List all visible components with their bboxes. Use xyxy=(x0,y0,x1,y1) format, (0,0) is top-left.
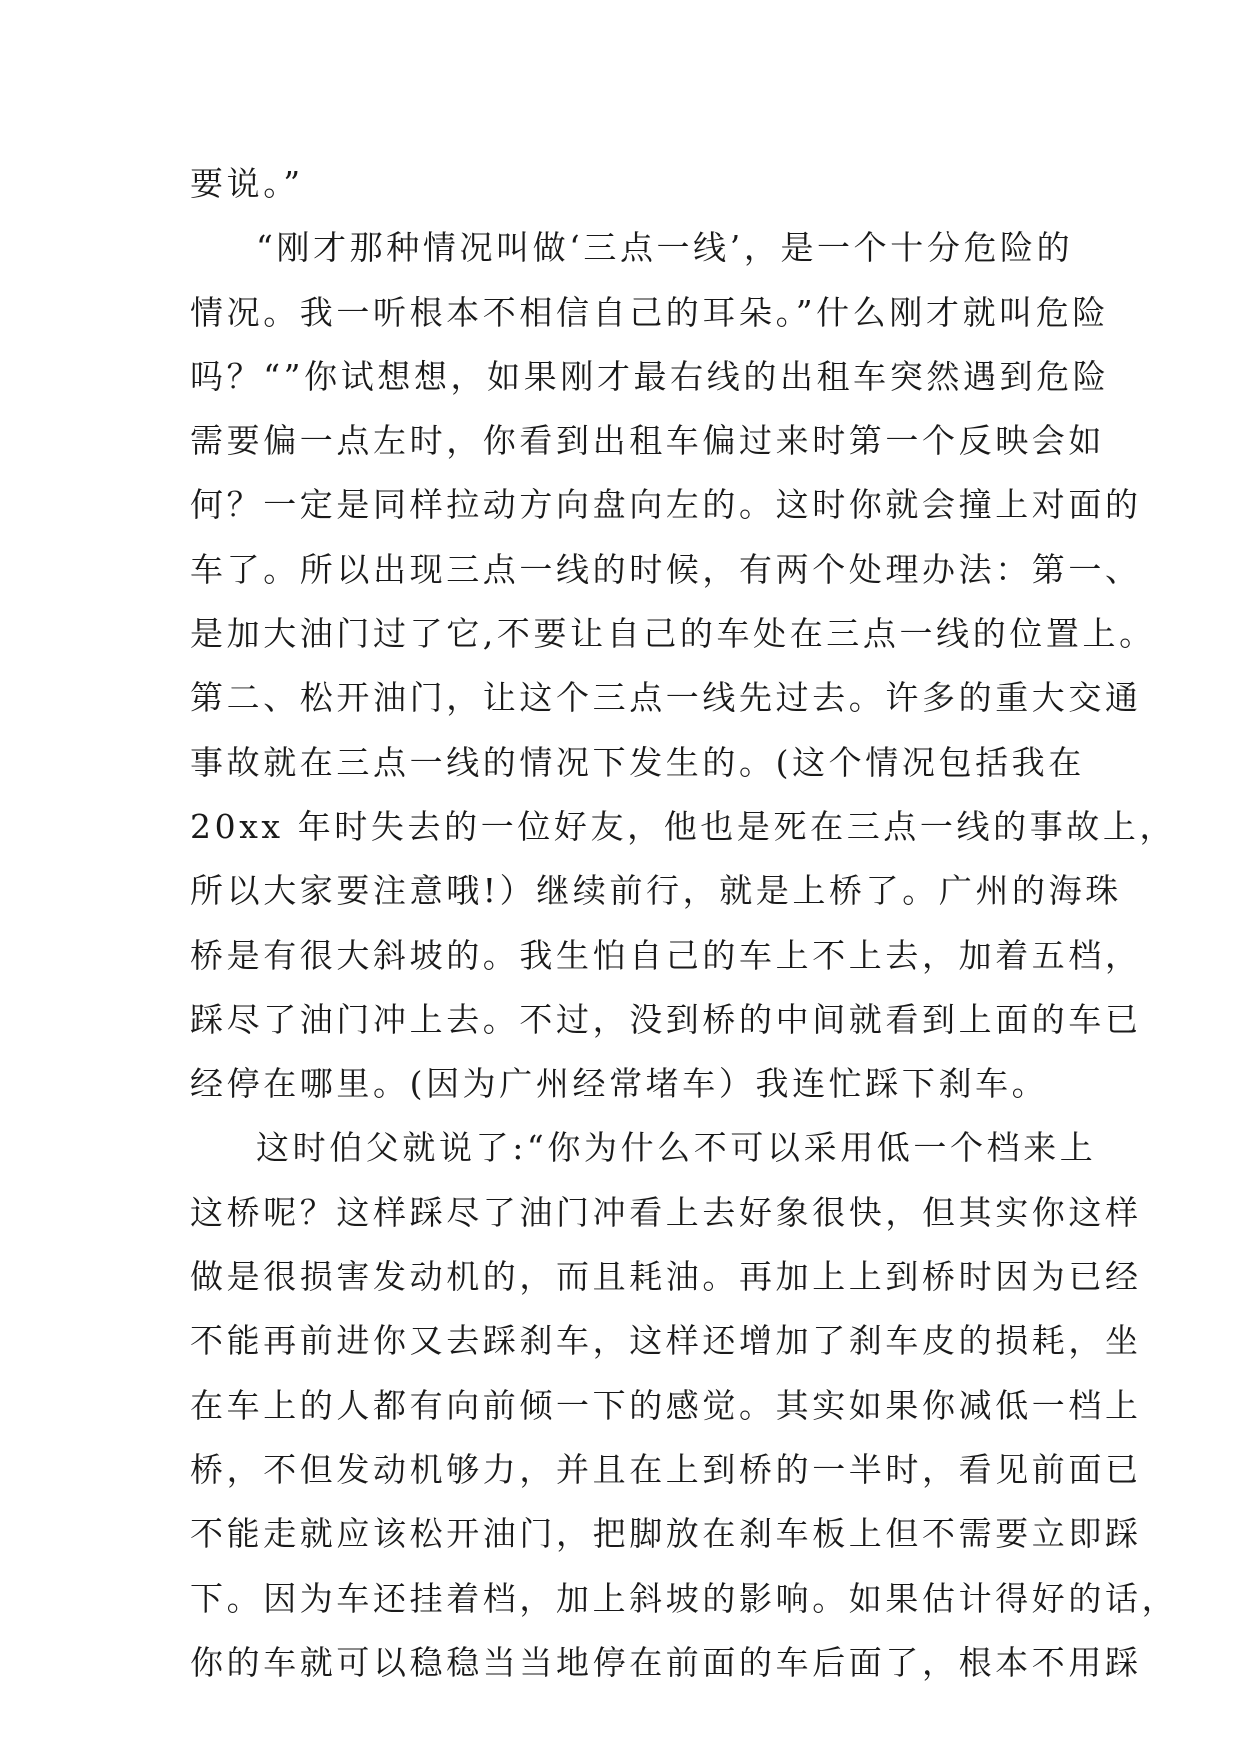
text-line: 20xx 年时失去的一位好友，他也是死在三点一线的事故上， xyxy=(190,806,1177,846)
paragraph-first-line: “刚才那种情况叫做‘三点一线’，是一个十分危险的 xyxy=(256,228,1074,268)
text-line: 桥，不但发动机够力，并且在上到桥的一半时，看见前面已 xyxy=(190,1449,1142,1489)
body-text xyxy=(190,152,1179,1695)
text-line: 在车上的人都有向前倾一下的感觉。其实如果你减低一档上 xyxy=(190,1385,1142,1425)
text-line: 事故就在三点一线的情况下发生的。(这个情况包括我在 xyxy=(190,742,1085,782)
text-line: 桥是有很大斜坡的。我生怕自己的车上不上去，加着五档， xyxy=(190,935,1142,975)
text-line: 不能走就应该松开油门，把脚放在刹车板上但不需要立即踩 xyxy=(190,1514,1142,1554)
text-line: 做是很损害发动机的，而且耗油。再加上上到桥时因为已经 xyxy=(190,1257,1142,1297)
text-line: 何？一定是同样拉动方向盘向左的。这时你就会撞上对面的 xyxy=(190,485,1142,525)
text-line: 你的车就可以稳稳当当地停在前面的车后面了，根本不用踩 xyxy=(190,1642,1142,1682)
text-line: 踩尽了油门冲上去。不过，没到桥的中间就看到上面的车已 xyxy=(190,999,1142,1039)
text-line: 需要偏一点左时，你看到出租车偏过来时第一个反映会如 xyxy=(190,421,1105,461)
text-line: 下。因为车还挂着档，加上斜坡的影响。如果估计得好的话， xyxy=(190,1578,1179,1618)
text-line: 是加大油门过了它,不要让自己的车处在三点一线的位置上。 xyxy=(190,614,1156,654)
text-line: 所以大家要注意哦!）继续前行，就是上桥了。广州的海珠 xyxy=(190,871,1122,911)
text-line: 车了。所以出现三点一线的时候，有两个处理办法：第一、 xyxy=(190,549,1142,589)
paragraph-first-line: 这时伯父就说了:“你为什么不可以采用低一个档来上 xyxy=(256,1128,1097,1168)
text-line: 吗？“”你试想想，如果刚才最右线的出租车突然遇到危险 xyxy=(190,356,1110,396)
text-line: 经停在哪里。(因为广州经常堵车）我连忙踩下刹车。 xyxy=(190,1064,1049,1104)
text-line: 要说。” xyxy=(190,164,304,203)
text-line: 这桥呢？这样踩尽了油门冲看上去好象很快，但其实你这样 xyxy=(190,1192,1142,1232)
text-line: 不能再前进你又去踩刹车，这样还增加了刹车皮的损耗，坐 xyxy=(190,1321,1142,1361)
text-line: 情况。我一听根本不相信自己的耳朵。”什么刚才就叫危险 xyxy=(190,292,1109,332)
text-line: 第二、松开油门，让这个三点一线先过去。许多的重大交通 xyxy=(190,678,1142,718)
